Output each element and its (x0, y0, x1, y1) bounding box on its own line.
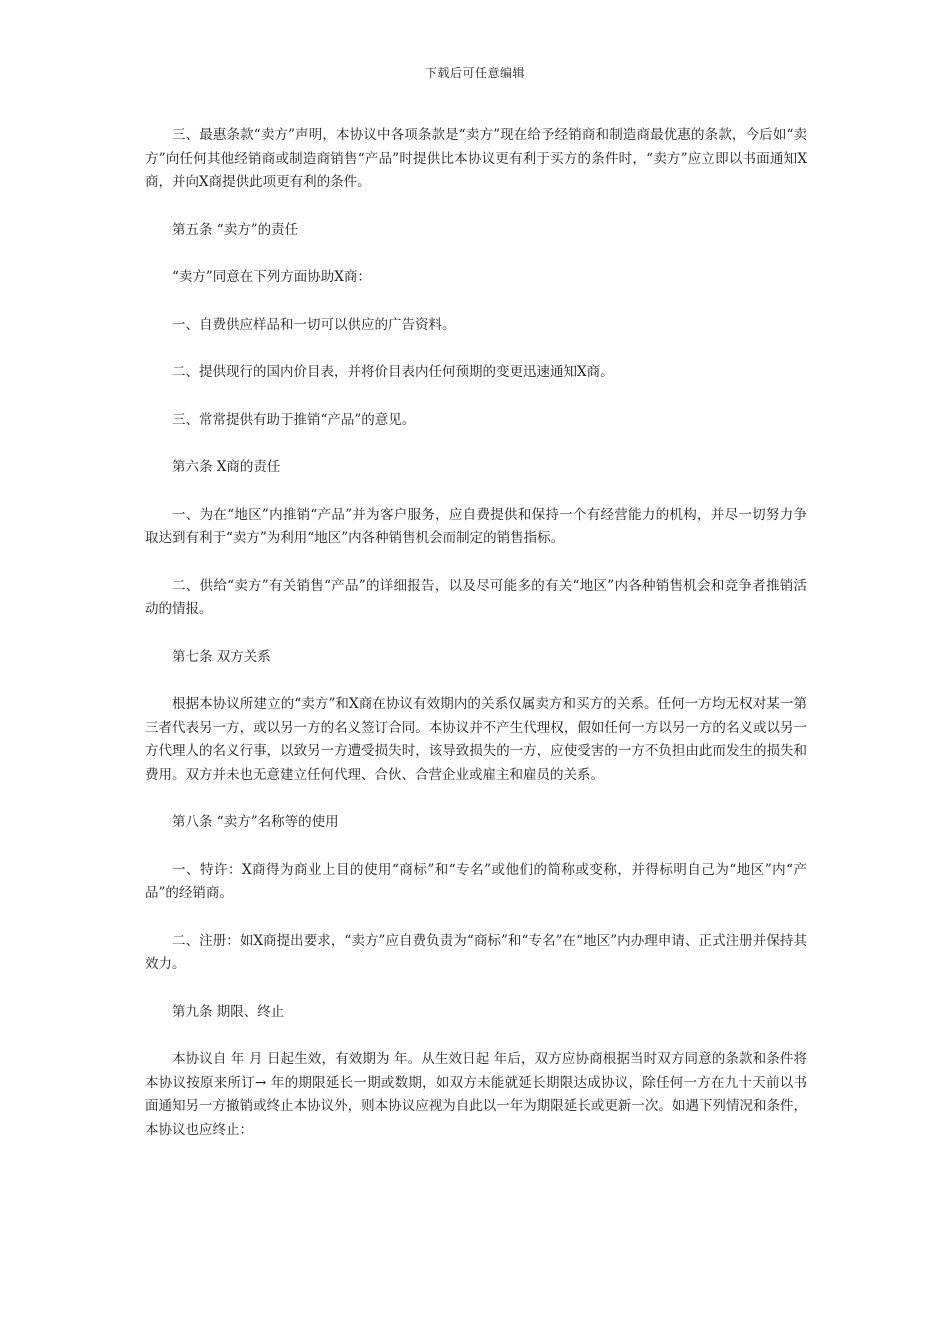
paragraph-item-license: 一、特许：X商得为商业上目的使用“商标”和“专名”或他们的简称或变称，并得标明自己为“地区”内“产品”的经销商。 (145, 861, 807, 901)
section-heading-article-7: 第七条 双方关系 (172, 648, 271, 665)
section-heading-article-6: 第六条 X商的责任 (172, 459, 281, 475)
section-heading-article-5: 第五条 “卖方”的责任 (172, 221, 299, 238)
paragraph-most-favored-terms: 三、最惠条款“卖方”声明，本协议中各项条款是“卖方”现在给予经销商和制造商最优惠的条款，今后如“卖方”向任何其他经销商或制造商销售“产品”时提供比本协议更有利于买方的条件时，“卖方”应立即以书面通知X商，并向X商提供此项更有利的条件。 (145, 127, 807, 190)
section-heading-article-9: 第九条 期限、终止 (172, 1003, 285, 1020)
page-header: 下载后可任意编辑 (424, 66, 525, 80)
paragraph-item-registration: 二、注册：如X商提出要求，“卖方”应自费负责为“商标”和“专名”在“地区”内办理申请、正式注册并保持其效力。 (145, 932, 807, 972)
paragraph-item-advice: 三、常常提供有助于推销“产品”的意见。 (172, 411, 416, 428)
paragraph-relationship: 根据本协议所建立的“卖方”和X商在协议有效期内的关系仅属卖方和买方的关系。任何一方均无权对某一第三者代表另一方，或以另一方的名义签订合同。本协议并不产生代理权，假如任何一方以另一方的名义或以另一方代理人的名义行事，以致另一方遭受损失时，该导致损失的一方，应使受害的一方不负担由此而发生的损失和费用。双方并未也无意建立任何代理、合伙、合营企业或雇主和雇员的关系。 (145, 696, 807, 783)
paragraph-term-termination: 本协议自 年 月 日起生效，有效期为 年。从生效日起 年后，双方应协商根据当时双方同意的条款和条件将本协议按原来所订→ 年的期限延长一期或数期，如双方未能就延长期限达成协议，除任何一方在九十天前以书面通知另一方撤销或终止本协议外，则本协议应视为自此以一年为期限延长或更新一次。如遇下列情况和条件，本协议也应终止： (145, 1051, 807, 1138)
section-heading-article-8: 第八条 “卖方”名称等的使用 (172, 814, 339, 830)
paragraph-seller-agrees: “卖方”同意在下列方面协助X商： (172, 269, 371, 285)
paragraph-item-organization: 一、为在“地区”内推销“产品”并为客户服务，应自费提供和保持一个有经营能力的机构，并尽一切努力争取达到有利于“卖方”为利用“地区”内各种销售机会而制定的销售指标。 (145, 506, 807, 546)
document-body (145, 124, 807, 1142)
paragraph-item-samples: 一、自费供应样品和一切可以供应的广告资料。 (172, 316, 456, 333)
paragraph-item-price-list: 二、提供现行的国内价目表，并将价目表内任何预期的变更迅速通知X商。 (172, 364, 614, 380)
paragraph-item-reports: 二、供给“卖方”有关销售“产品”的详细报告，以及尽可能多的有关“地区”内各种销售机会和竞争者推销活动的情报。 (145, 577, 807, 617)
